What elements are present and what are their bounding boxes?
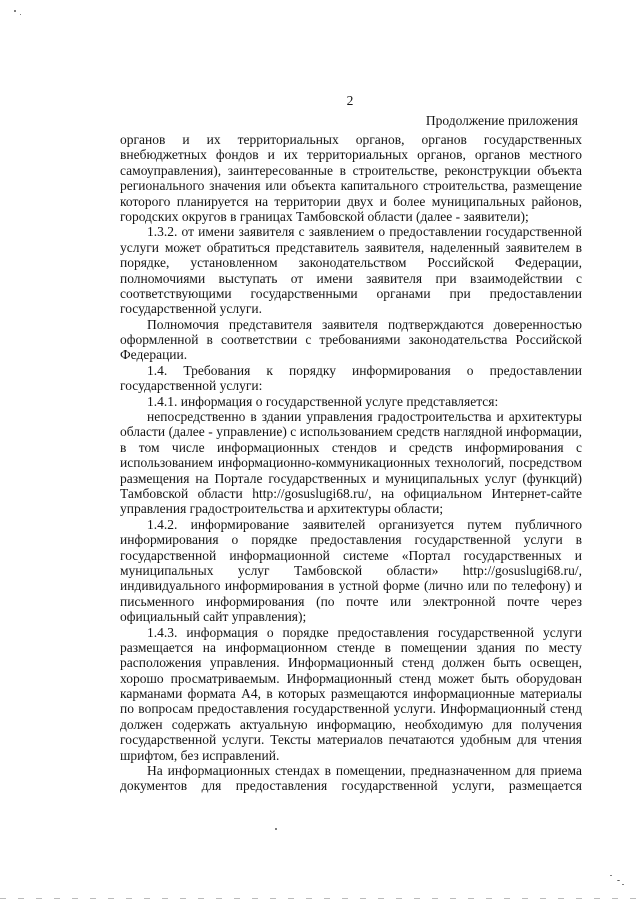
text-line: государственной услуги: (120, 378, 263, 394)
text-line: размещения на Портале государственных и муниципальных услуг (функций) (120, 470, 582, 486)
paragraph (120, 625, 582, 764)
text-line: официальный сайт управления); (120, 609, 307, 625)
text-line: городских округов в границах Тамбовской области (далее - заявители); (120, 208, 529, 224)
scan-edge (0, 898, 640, 899)
scan-speck (617, 880, 620, 881)
text-line: шрифтом, без исправлений. (120, 747, 280, 763)
paragraph (120, 317, 582, 363)
text-line: органов и их территориальных органов, органов государственных (120, 132, 582, 147)
text-line: по вопросам предоставления государственной услуги. Информационный стенд (120, 701, 582, 717)
text-line: государственной услуги. (120, 301, 262, 317)
text-line: оформленной в соответствии с требованиями законодательства Российской (120, 332, 582, 348)
text-line: непосредственно в здании управления градостроительства и архитектуры (147, 409, 582, 425)
text-line: услуги может обратиться представитель заявителя, наделенный заявителем в (120, 239, 582, 255)
scan-speck (275, 828, 277, 830)
text-line: использованием информационно-коммуникационных технологий, посредством (120, 455, 582, 471)
text-line: Федерации. (120, 347, 188, 363)
text-line: должен содержать актуальную информацию, необходимую для получения (120, 716, 582, 732)
text-line: порядке, установленном законодательством Российской Федерации, (120, 255, 582, 271)
text-line: Тамбовской области http://gosuslugi68.ru/, на официальном Интернет-сайте (120, 485, 582, 501)
text-line: государственной услуги. Тексты материалов печатаются удобным для чтения (120, 732, 582, 748)
scan-speck (14, 10, 16, 12)
text-line: соответствующими государственными органами при предоставлении (120, 285, 582, 301)
body-text (120, 132, 582, 794)
text-line: информирования о порядке предоставления государственной услуги в (120, 532, 582, 548)
text-line: письменного информирования (по почте или электронной почте через (120, 593, 582, 609)
text-line: регионального значения или объекта капитального строительства, размещение (120, 178, 582, 194)
scan-speck (622, 884, 624, 885)
text-line: муниципальных услуг Тамбовской области» http://gosuslugi68.ru/, (120, 562, 582, 578)
text-line: 1.4.3. информация о порядке предоставления государственной услуги (147, 624, 582, 640)
text-line: внебюджетных фондов и их территориальных органов, органов местного (120, 147, 582, 163)
text-line: документов для предоставления государственной услуги, размещается (120, 778, 582, 794)
text-line: государственной информационной системе «Портал государственных и (120, 547, 582, 563)
paragraph (120, 363, 582, 394)
text-line: размещается на информационном стенде в помещении здания по месту (120, 639, 582, 655)
text-line: 1.4. Требования к порядку информирования о предоставлении (147, 362, 582, 378)
text-line: самоуправления), заинтересованные в строительстве, реконструкции объекта (120, 162, 582, 178)
paragraph (120, 394, 582, 409)
text-line: 1.4.1. информация о государственной услуге представляется: (147, 393, 499, 409)
text-line: которого планируется на территории двух и более муниципальных районов, (120, 193, 582, 209)
text-line: индивидуального информирования в устной форме (лично или по телефону) и (120, 578, 582, 594)
text-line: полномочиями выступать от имени заявителя при взаимодействии с (120, 270, 582, 286)
text-line: управления градостроительства и архитектуры области; (120, 501, 444, 517)
scan-speck (20, 14, 21, 15)
paragraph (120, 517, 582, 625)
text-line: 1.4.2. информирование заявителей организуется путем публичного (147, 516, 582, 532)
scan-speck (610, 875, 612, 876)
text-line: карманами формата А4, в которых размещаются информационные материалы (120, 686, 582, 702)
paragraph (120, 224, 582, 316)
page-number: 2 (346, 93, 354, 108)
text-line: Полномочия представителя заявителя подтверждаются доверенностью (147, 316, 582, 332)
text-line: На информационных стендах в помещении, предназначенном для приема (147, 763, 582, 779)
text-line: в том числе информационных стендов и средств информирования с (120, 439, 582, 455)
paragraph (120, 763, 582, 794)
text-line: 1.3.2. от имени заявителя с заявлением о предоставлении государственной (147, 224, 582, 240)
paragraph (120, 409, 582, 517)
text-line: области (далее - управление) с использованием средств наглядной информации, (120, 424, 582, 440)
text-line: расположения управления. Информационный стенд должен быть освещен, (120, 655, 582, 671)
text-line: хорошо просматриваемым. Информационный стенд может быть оборудован (120, 670, 582, 686)
header-note: Продолжение приложения (425, 113, 578, 128)
paragraph (120, 132, 582, 224)
